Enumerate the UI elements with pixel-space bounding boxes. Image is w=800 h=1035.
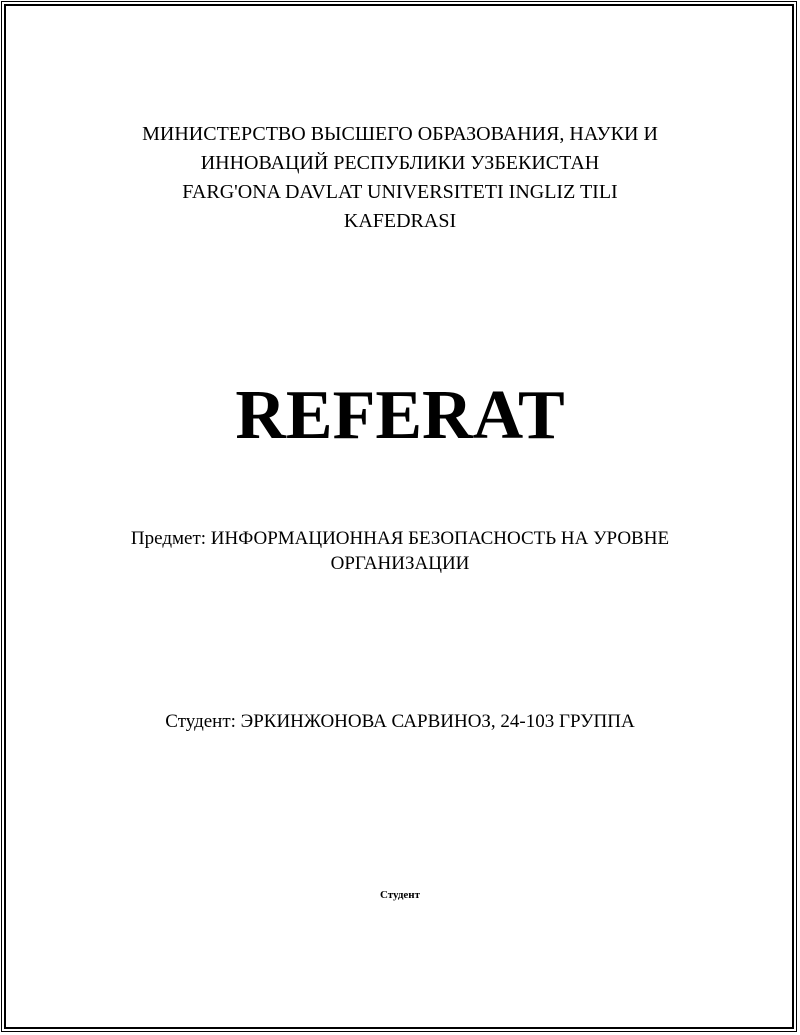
subject-line-1: Предмет: ИНФОРМАЦИОННАЯ БЕЗОПАСНОСТЬ НА УРОВНЕ: [130, 528, 670, 549]
subject-block: [0, 526, 800, 576]
institution-header: [0, 120, 800, 236]
header-line-ministry: МИНИСТЕРСТВО ВЫСШЕГО ОБРАЗОВАНИЯ, НАУКИ И: [142, 123, 658, 145]
header-line-university: FARG'ONA DAVLAT UNIVERSITETI INGLIZ TILI: [182, 181, 618, 203]
footer-note: Студент: [379, 889, 421, 901]
header-line-department: KAFEDRASI: [343, 210, 457, 232]
header-line-republic: ИННОВАЦИЙ РЕСПУБЛИКИ УЗБЕКИСТАН: [200, 152, 600, 174]
document-title: REFERAT: [235, 377, 565, 454]
subject-line-2: ОРГАНИЗАЦИИ: [330, 553, 470, 574]
student-info: Студент: ЭРКИНЖОНОВА САРВИНОЗ, 24-103 ГРУППА: [165, 711, 635, 732]
